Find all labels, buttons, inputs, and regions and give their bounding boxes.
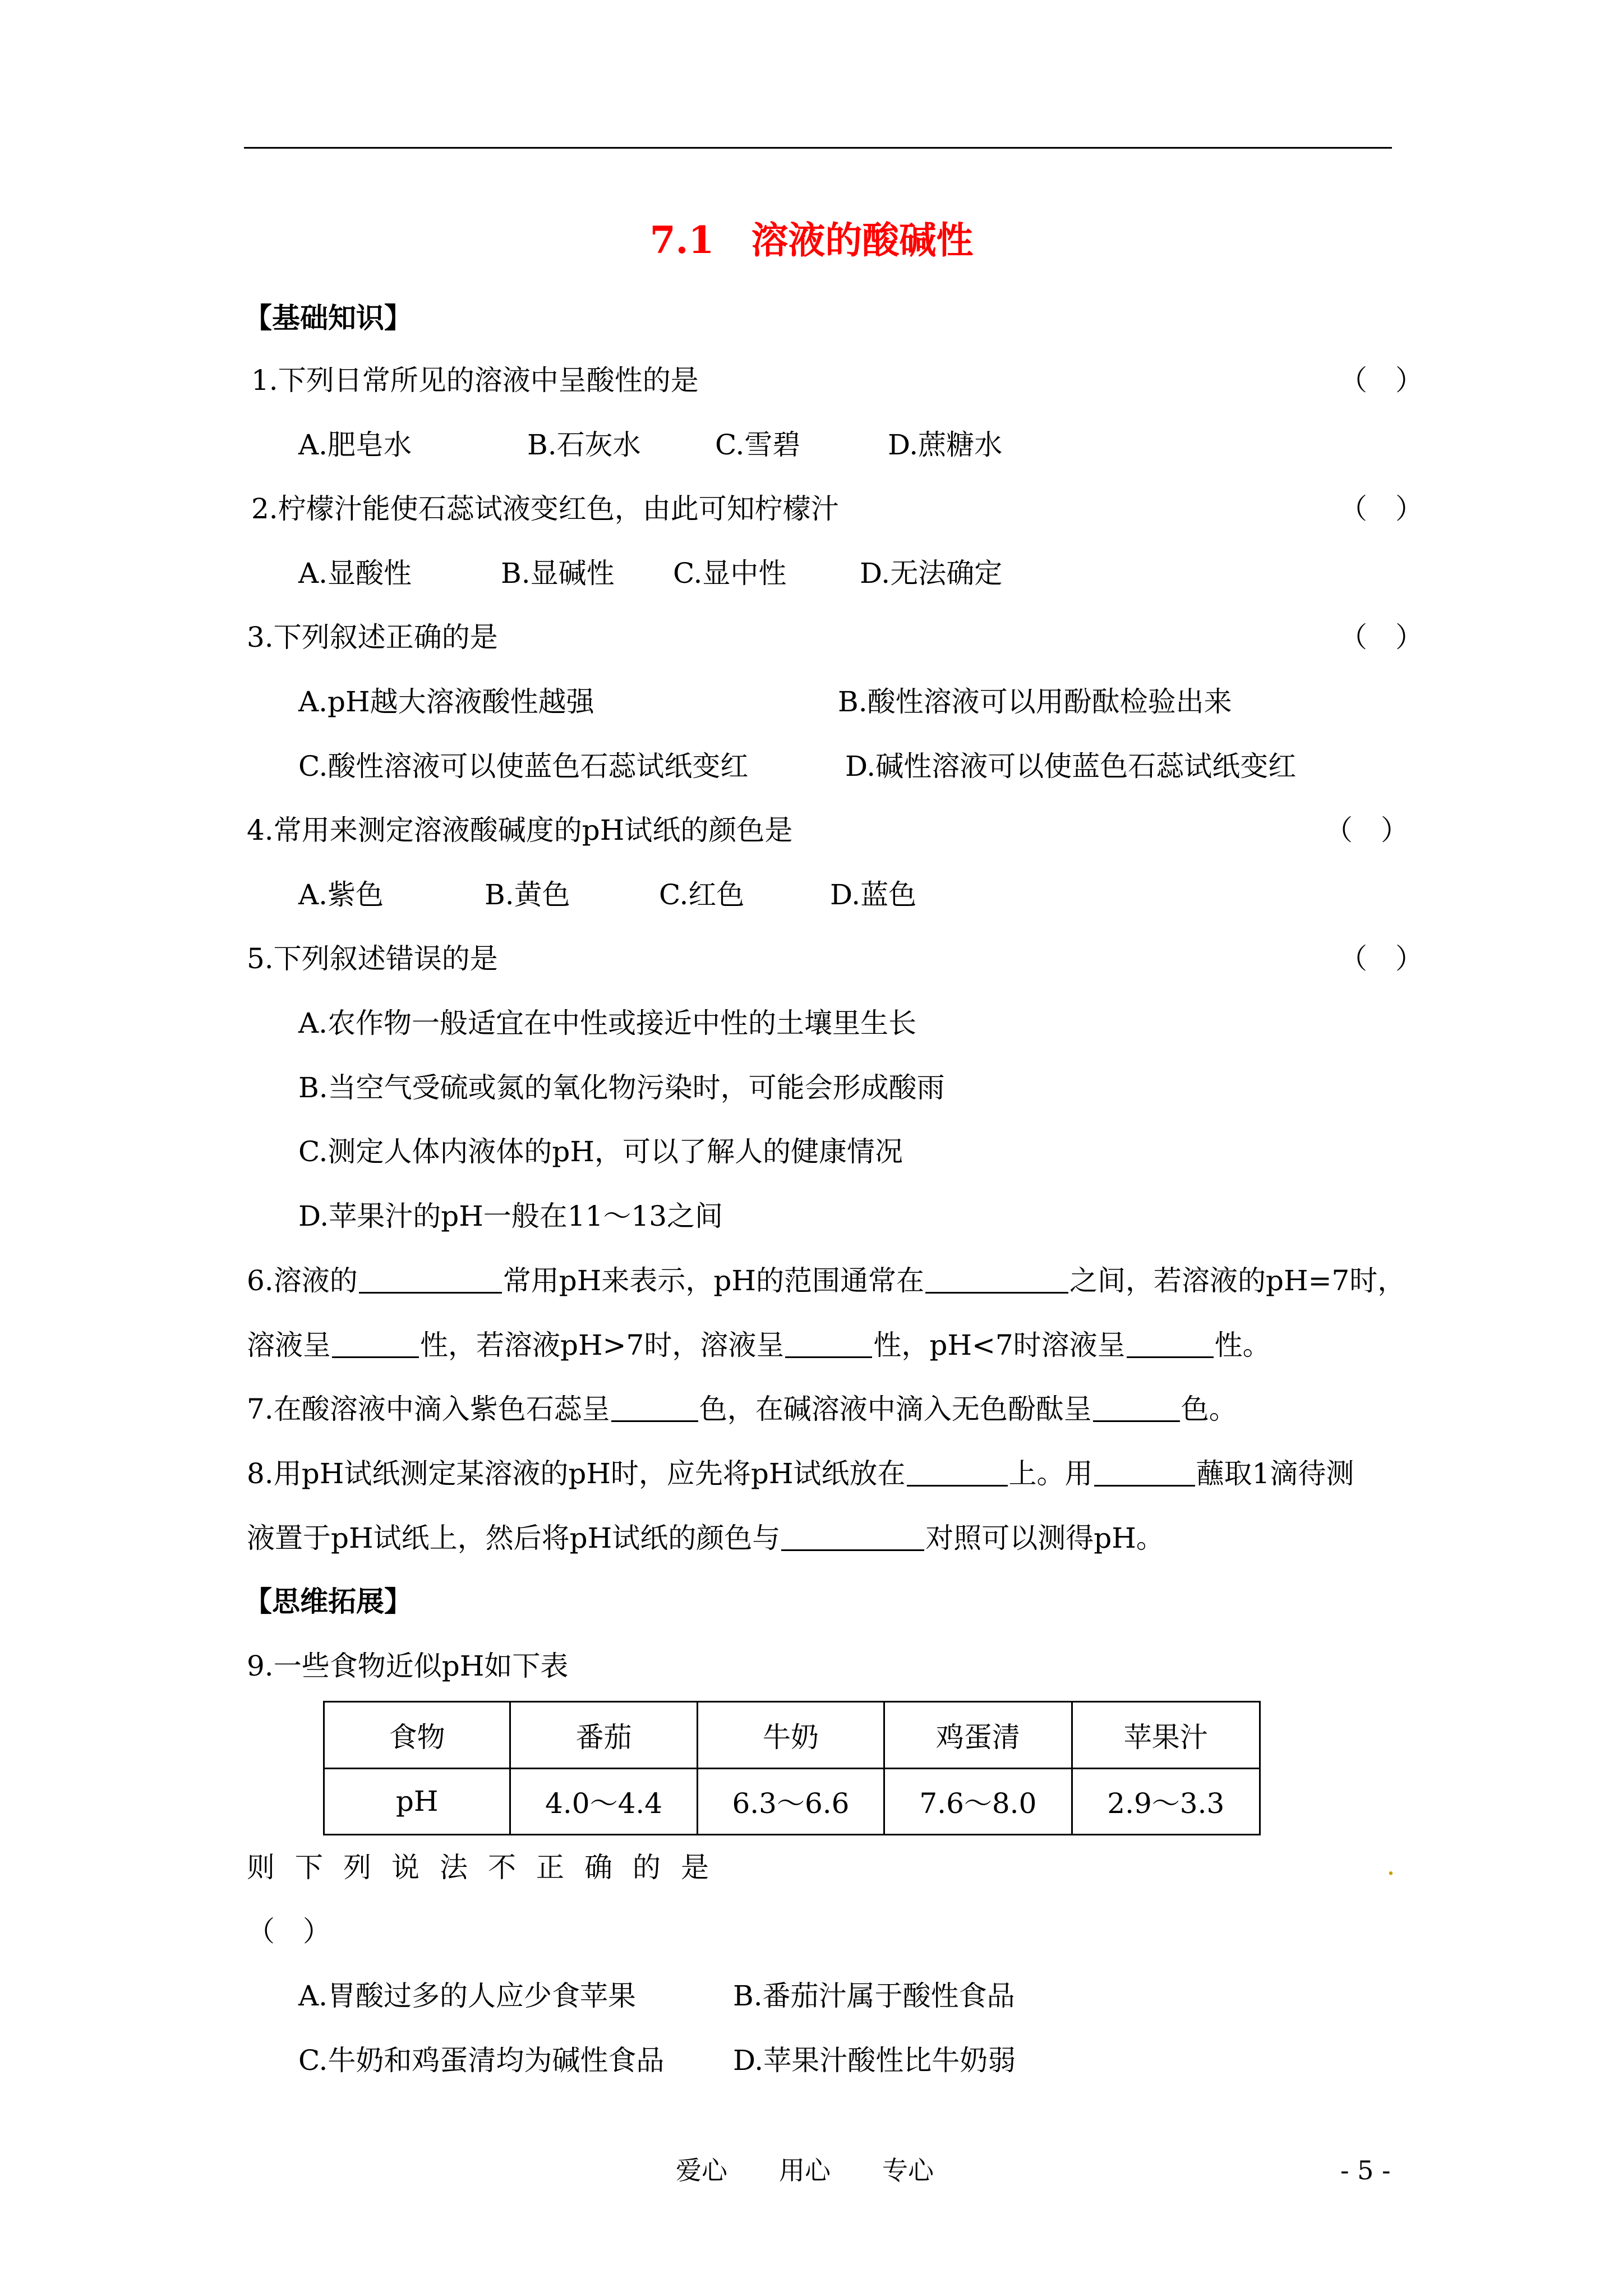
q8-text-5: 对照可以测得pH。 [925, 1522, 1164, 1554]
q6-text-6: 性，pH<7时溶液呈 [873, 1329, 1126, 1361]
q8-text-4: 液置于pH试纸上，然后将pH试纸的颜色与 [247, 1522, 781, 1554]
q6-text-4: 溶液呈 [247, 1329, 331, 1361]
q6-line2 [247, 1331, 1271, 1359]
q4-option-d: D.蓝色 [830, 878, 917, 911]
q2-answer-paren: （ ） [1339, 493, 1423, 525]
q8-blank-1[interactable] [907, 1459, 1008, 1487]
q5-option-c: C.测定人体内液体的pH，可以了解人的健康情况 [298, 1135, 903, 1168]
q1-option-d: D.蔗糖水 [888, 429, 1003, 461]
q3-stem: 3.下列叙述正确的是 [247, 621, 498, 654]
q1-option-a: A.肥皂水 [298, 429, 412, 461]
q8-line1 [247, 1459, 1354, 1488]
q5-option-a: A.农作物一般适宜在中性或接近中性的土壤里生长 [298, 1007, 917, 1039]
q9-stem: 9.一些食物近似pH如下表 [247, 1650, 569, 1682]
q1-answer-paren: （ ） [1339, 364, 1423, 397]
q6-text-7: 性。 [1214, 1329, 1271, 1361]
q3-option-d: D.碱性溶液可以使蓝色石蕊试纸变红 [845, 750, 1297, 783]
table-cell: 7.6～8.0 [884, 1768, 1072, 1835]
q4-option-c: C.红色 [659, 878, 745, 911]
q5-answer-paren: （ ） [1339, 942, 1423, 975]
table-row [324, 1702, 1260, 1769]
food-ph-table [323, 1701, 1261, 1835]
q6-blank-3[interactable] [332, 1331, 419, 1358]
q2-option-b: B.显碱性 [501, 557, 615, 590]
table-cell: pH [324, 1768, 510, 1835]
table-cell: 2.9～3.3 [1072, 1768, 1260, 1835]
header-rule [244, 147, 1392, 149]
table-header-cell: 番茄 [510, 1702, 697, 1769]
page-title: 7.1 溶液的酸碱性 [649, 218, 974, 262]
q7-line [247, 1395, 1237, 1423]
q4-option-a: A.紫色 [298, 878, 384, 911]
q2-option-a: A.显酸性 [298, 557, 412, 590]
q8-text-1: 8.用pH试纸测定某溶液的pH时，应先将pH试纸放在 [247, 1457, 906, 1490]
footer-motto: 爱心 用心 专心 [676, 2155, 934, 2185]
q6-blank-1[interactable] [359, 1266, 502, 1294]
q6-text-2: 常用pH来表示，pH的范围通常在 [502, 1264, 924, 1297]
q6-text-5: 性，若溶液pH>7时，溶液呈 [420, 1329, 785, 1361]
q7-text-1: 7.在酸溶液中滴入紫色石蕊呈 [247, 1393, 610, 1425]
page-number: - 5 - [1340, 2155, 1391, 2185]
q7-text-2: 色，在碱溶液中滴入无色酚酞呈 [699, 1393, 1092, 1425]
q9-option-b: B.番茄汁属于酸性食品 [733, 1980, 1015, 2012]
q9-dot-mark: . [1386, 1849, 1395, 1881]
q5-option-d: D.苹果汁的pH一般在11～13之间 [298, 1200, 723, 1232]
q3-option-c: C.酸性溶液可以使蓝色石蕊试纸变红 [298, 750, 749, 783]
table-cell: 4.0～4.4 [510, 1768, 697, 1835]
q9-answer-paren: （ ） [247, 1915, 331, 1948]
table-cell: 6.3～6.6 [697, 1768, 884, 1835]
q9-option-a: A.胃酸过多的人应少食苹果 [298, 1980, 637, 2012]
q8-text-2: 上。用 [1008, 1457, 1093, 1490]
table-header-cell: 食物 [324, 1702, 510, 1769]
q8-blank-3[interactable] [781, 1524, 924, 1551]
q8-line2 [247, 1524, 1164, 1552]
q9-option-d: D.苹果汁酸性比牛奶弱 [733, 2044, 1016, 2077]
q1-option-b: B.石灰水 [527, 429, 641, 461]
q5-option-b: B.当空气受硫或氮的氧化物污染时，可能会形成酸雨 [298, 1071, 945, 1104]
q7-blank-1[interactable] [611, 1395, 698, 1422]
q1-option-c: C.雪碧 [715, 429, 801, 461]
table-header-cell: 牛奶 [697, 1702, 884, 1769]
q2-option-d: D.无法确定 [860, 557, 1003, 590]
q6-blank-2[interactable] [925, 1266, 1068, 1294]
q6-blank-4[interactable] [785, 1331, 872, 1358]
q8-text-3: 蘸取1滴待测 [1196, 1457, 1354, 1490]
q9-question: 则下列说法不正确的是 [247, 1851, 729, 1884]
q9-option-c: C.牛奶和鸡蛋清均为碱性食品 [298, 2044, 665, 2077]
q4-option-b: B.黄色 [485, 878, 570, 911]
q4-answer-paren: （ ） [1325, 814, 1409, 846]
q5-stem: 5.下列叙述错误的是 [247, 942, 498, 975]
q1-stem: 1.下列日常所见的溶液中呈酸性的是 [251, 364, 699, 397]
section-basic-heading: 【基础知识】 [244, 301, 412, 334]
q6-text-1: 6.溶液的 [247, 1264, 358, 1297]
q6-blank-5[interactable] [1127, 1331, 1214, 1358]
table-row [324, 1768, 1260, 1835]
q6-text-3: 之间，若溶液的pH=7时， [1069, 1264, 1406, 1297]
q2-option-c: C.显中性 [673, 557, 787, 590]
q8-blank-2[interactable] [1094, 1459, 1195, 1487]
table-header-cell: 苹果汁 [1072, 1702, 1260, 1769]
q7-text-3: 色。 [1181, 1393, 1237, 1425]
q7-blank-2[interactable] [1093, 1395, 1180, 1422]
table-header-cell: 鸡蛋清 [884, 1702, 1072, 1769]
q6-line1 [247, 1266, 1405, 1295]
q3-answer-paren: （ ） [1339, 621, 1423, 654]
q3-option-a: A.pH越大溶液酸性越强 [298, 685, 594, 718]
section-extend-heading: 【思维拓展】 [244, 1585, 412, 1618]
q2-stem: 2.柠檬汁能使石蕊试液变红色，由此可知柠檬汁 [251, 493, 839, 525]
q3-option-b: B.酸性溶液可以用酚酞检验出来 [838, 685, 1232, 718]
q4-stem: 4.常用来测定溶液酸碱度的pH试纸的颜色是 [247, 814, 793, 846]
